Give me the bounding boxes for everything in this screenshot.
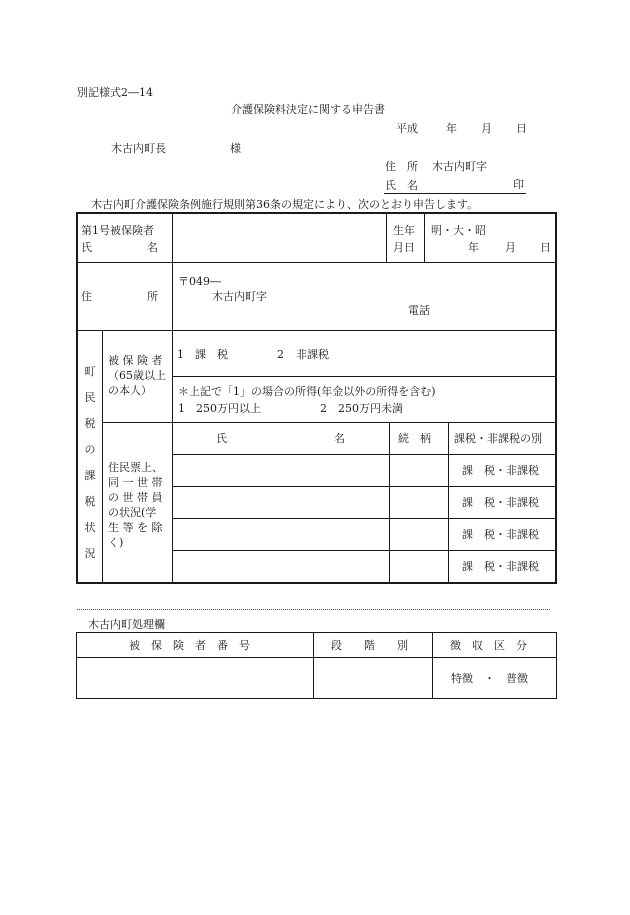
processing-border-top — [76, 632, 557, 633]
table-row: 課 税・非課税 — [462, 496, 539, 509]
divider — [173, 550, 556, 551]
applicant-address-label: 住 所 — [385, 160, 418, 173]
birth-month: 月 — [505, 241, 516, 254]
table-row: 課 税・非課税 — [462, 528, 539, 541]
addressee: 木古内町長 — [111, 142, 166, 155]
seal-mark: 印 — [513, 178, 524, 191]
table-border-top — [76, 212, 557, 214]
household-label: 住民票上、同 一 世 帯 の 世 帯 員 の状況(学 生 等 を 除 く) — [108, 461, 163, 549]
option-1-label: 課 税 — [195, 348, 228, 361]
tax-status-vertical-label: 町 民 税 の 課 税 状 況 — [84, 365, 96, 560]
option-2-label: 非課税 — [296, 348, 329, 361]
insured-self-label: 被 保 険 者（65歳以上の本人） — [108, 354, 166, 397]
birth-label-line1: 生年 — [393, 224, 415, 237]
divider — [173, 518, 556, 519]
birth-year: 年 — [468, 241, 479, 254]
col-stage: 段 階 別 — [331, 639, 408, 652]
col-insured-number: 被 保 険 者 番 号 — [129, 639, 250, 652]
table-row: 課 税・非課税 — [462, 560, 539, 573]
divider — [313, 632, 314, 699]
birth-day: 日 — [540, 241, 551, 254]
address-value: 木古内町字 — [212, 290, 267, 303]
date-year: 年 — [446, 122, 457, 135]
col-relation: 続 柄 — [398, 432, 431, 445]
address-label: 住 所 — [81, 290, 158, 303]
insured-label-line2: 氏 名 — [81, 241, 158, 254]
divider — [172, 213, 173, 582]
table-border-left — [76, 212, 78, 584]
table-border-right — [555, 212, 557, 584]
processing-border-left — [76, 632, 77, 699]
divider — [76, 657, 557, 658]
birth-label-line2: 月日 — [393, 241, 415, 254]
form-number: 別記様式2―14 — [77, 86, 153, 99]
divider — [432, 632, 433, 699]
col-name-part2: 名 — [334, 432, 345, 445]
divider — [386, 213, 387, 262]
divider — [77, 330, 556, 331]
applicant-address-value: 木古内町字 — [432, 160, 487, 173]
dotted-separator — [77, 609, 550, 610]
postal-code: 〒049― — [178, 275, 221, 288]
table-border-bottom — [76, 582, 557, 584]
date-day: 日 — [516, 122, 527, 135]
form-title: 介護保険料決定に関する申告書 — [231, 103, 385, 116]
income-option-1: 1 250万円以上 — [178, 402, 261, 415]
divider — [448, 423, 449, 582]
divider — [102, 331, 103, 582]
collection-value: 特徴 ・ 普徴 — [451, 672, 528, 685]
processing-border-right — [556, 632, 557, 699]
income-note: ＊上記で「1」の場合の所得(年金以外の所得を含む) — [178, 385, 436, 398]
date-era: 平成 — [396, 122, 418, 135]
honorific: 様 — [230, 142, 241, 155]
table-row: 課 税・非課税 — [462, 464, 539, 477]
divider — [103, 422, 556, 423]
statement: 木古内町介護保険条例施行規則第36条の規定により、次のとおり申告します。 — [91, 198, 479, 211]
divider — [389, 423, 390, 582]
processing-border-bottom — [76, 698, 557, 699]
divider — [173, 454, 556, 455]
col-tax-status: 課税・非課税の別 — [454, 432, 542, 445]
divider — [77, 262, 556, 263]
date-month: 月 — [481, 122, 492, 135]
col-name-part1: 氏 — [216, 432, 227, 445]
processing-title: 木古内町処理欄 — [88, 618, 165, 631]
divider — [173, 486, 556, 487]
birth-era: 明・大・昭 — [431, 224, 486, 237]
phone-label: 電話 — [408, 304, 430, 317]
option-2-number: 2 — [277, 348, 284, 361]
name-underline — [384, 193, 526, 194]
divider — [173, 376, 556, 377]
divider — [424, 213, 425, 262]
col-collection: 徴 収 区 分 — [450, 639, 527, 652]
option-1-number: 1 — [177, 348, 184, 361]
applicant-name-label: 氏 名 — [385, 179, 418, 192]
income-option-2: 2 250万円未満 — [320, 402, 403, 415]
insured-label-line1: 第1号被保険者 — [81, 224, 154, 237]
